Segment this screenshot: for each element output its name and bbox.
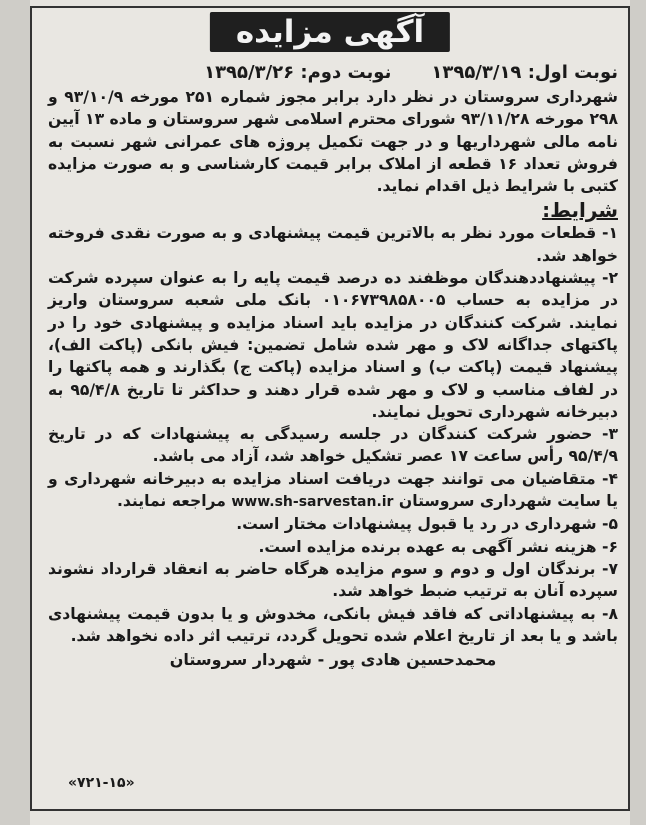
page-right-edge (630, 0, 646, 825)
notice-body (48, 60, 618, 671)
municipality-website-link[interactable]: www.sh-sarvestan.ir (231, 494, 394, 511)
page-left-edge (0, 0, 30, 825)
notice-title: آگهی مزایده (210, 12, 450, 52)
condition-4 (48, 468, 618, 514)
condition-3: ۳- حضور شرکت کنندگان در جلسه رسیدگی به پیشنهادات که در تاریخ ۹۵/۴/۹ رأس ساعت ۱۷ عصر تشکیل خواهد شد، آزاد می باشد. (48, 425, 618, 466)
first-publication-date: نوبت اول: ۱۳۹۵/۳/۱۹ (431, 62, 618, 83)
intro-paragraph: شهرداری سروستان در نظر دارد برابر مجوز شماره ۲۵۱ مورخه ۹۳/۱۰/۹ و ۲۹۸ مورخه ۹۳/۱۱/۲۸ شورای محترم اسلامی شهر سروستان و ماده ۱۳ آیین نامه مالی شهرداریها و در جهت تکمیل پروژه های عمرانی شهر نسبت به فروش تعداد ۱۶ قطعه از املاک برابر قیمت کارشناسی و به صورت مزایده کتبی با شرایط ذیل اقدام نماید. (48, 88, 619, 196)
condition-7: ۷- برندگان اول و دوم و سوم مزایده هرگاه حاضر به انعقاد قرارداد نشوند سپرده آنان به ترتیب ضبط خواهد شد. (48, 559, 618, 601)
condition-4-text: ۴- متقاضیان می توانند جهت دریافت اسناد مزایده به دبیرخانه شهرداری و یا سایت شهرداری سروستان (48, 469, 618, 511)
second-publication-date: نوبت دوم: ۱۳۹۵/۳/۲۶ (204, 62, 392, 83)
conditions-heading: شرایط: (542, 198, 618, 223)
signature-line: محمدحسین هادی پور - شهردار سروستان (169, 650, 497, 670)
auction-notice-box (30, 6, 630, 811)
condition-8: ۸- به پیشنهاداتی که فاقد فیش بانکی، مخدوش و یا بدون قیمت پیشنهادی باشد و یا بعد از تاریخ اعلام شده تحویل گردد، ترتیب اثر داده نخواهد شد. (48, 604, 618, 645)
title-bar (32, 8, 628, 58)
condition-6: ۶- هزینه نشر آگهی به عهده برنده مزایده است. (258, 537, 618, 556)
publication-dates (48, 60, 618, 86)
condition-5: ۵- شهرداری در رد یا قبول پیشنهادات مختار است. (236, 515, 618, 534)
condition-4-suffix: مراجعه نمایند. (116, 492, 226, 511)
condition-2: ۲- پیشنهاددهندگان موظفند ده درصد قیمت پایه را به عنوان سپرده شرکت در مزایده به حساب ۰۱۰۶۷۳۹۸۵۸۰۰۵ بانک ملی شعبه سروستان واریز نمایند. شرکت کنندگان در مزایده باید اسناد مزایده و پیشنهادی خود را در پاکتهای جداگانه لاک و مهر شده شامل تضمین: فیش بانکی (پاکت الف)، پیشنهاد قیمت (پاکت ب) و اسناد مزایده (پاکت ج) بگذارند و همه پاکتها را در لفاف مناسب و لاک و مهر شده قرار دهند و حداکثر تا تاریخ ۹۵/۴/۸ به دبیرخانه شهرداری تحویل نمایند. (48, 269, 618, 421)
condition-1: ۱- قطعات مورد نظر به بالاترین قیمت پیشنهادی و به صورت نقدی فروخته خواهد شد. (48, 224, 618, 265)
notice-code: «۷۲۱-۱۵» (68, 775, 135, 791)
